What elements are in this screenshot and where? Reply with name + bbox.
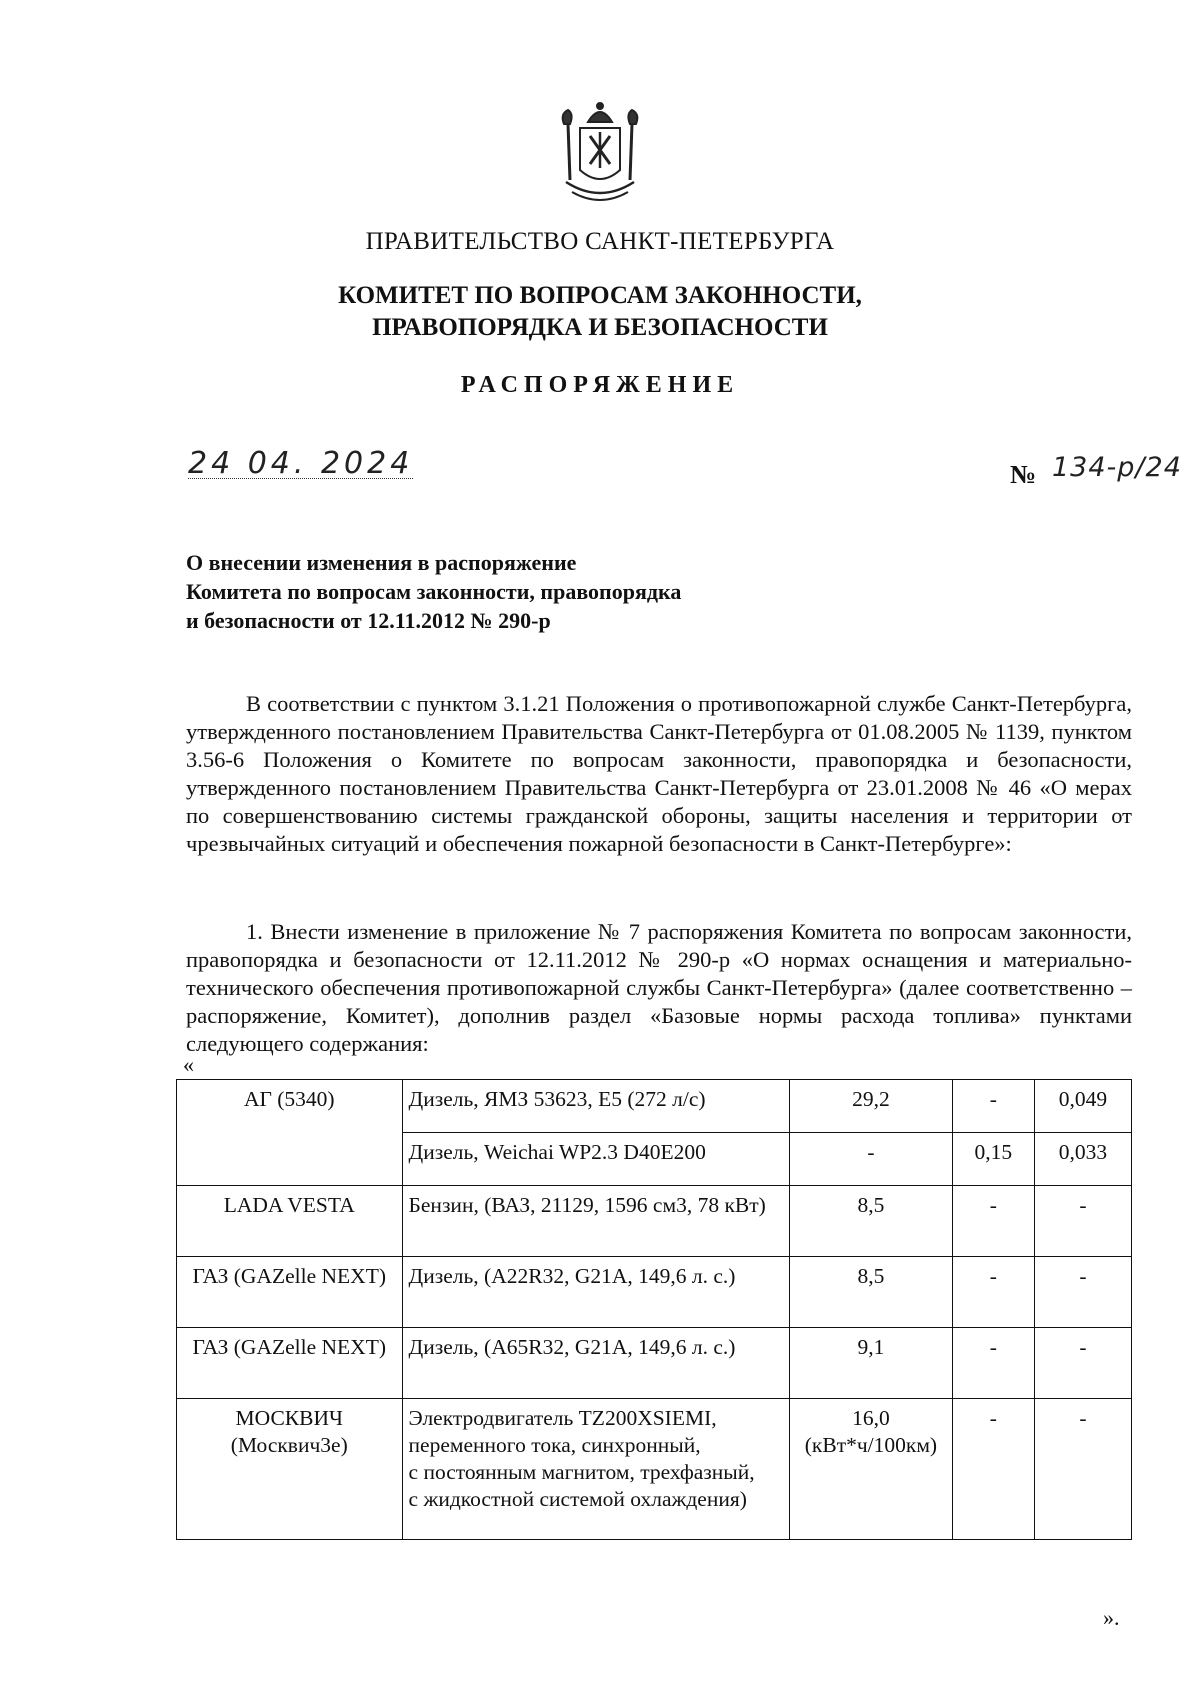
engine-line: Электродвигатель TZ200XSIEMI, (408, 1406, 717, 1430)
table-cell-value-3: 0,033 (1034, 1133, 1131, 1186)
value-line: 16,0 (852, 1406, 890, 1430)
table-cell-value-3: - (1034, 1186, 1131, 1257)
coat-of-arms-emblem (550, 100, 650, 210)
table-cell-value-1: 8,5 (790, 1186, 953, 1257)
table-cell-value-3: - (1034, 1399, 1131, 1540)
table-cell-engine: Дизель, ЯМЗ 53623, Е5 (272 л/с) (402, 1080, 790, 1133)
table-cell-model: ГАЗ (GAZelle NEXT) (177, 1328, 403, 1399)
table-cell-value-1: 9,1 (790, 1328, 953, 1399)
table-cell-value-1: 8,5 (790, 1257, 953, 1328)
table-cell-model: LADA VESTA (177, 1186, 403, 1257)
table-cell-value-3: - (1034, 1257, 1131, 1328)
table-cell-value-2: - (952, 1186, 1034, 1257)
table-cell-engine: Дизель, (А22R32, G21A, 149,6 л. с.) (402, 1257, 790, 1328)
fuel-norms-table (176, 1079, 1132, 1540)
subject-line-1: О внесении изменения в распоряжение (186, 550, 577, 575)
table-cell-value-2: - (952, 1257, 1034, 1328)
committee-title-line-1: КОМИТЕТ ПО ВОПРОСАМ ЗАКОННОСТИ, (338, 282, 862, 309)
handwritten-document-number: 134-р/24 (1052, 452, 1182, 483)
table-row (177, 1257, 1132, 1328)
table-cell-value-1: 29,2 (790, 1080, 953, 1133)
subject-line-2: Комитета по вопросам законности, правопорядка (186, 579, 682, 604)
table-row (177, 1328, 1132, 1399)
table-row (177, 1186, 1132, 1257)
document-type-title: РАСПОРЯЖЕНИЕ (460, 372, 740, 398)
engine-line: переменного тока, синхронный, (408, 1433, 701, 1457)
engine-line: с постоянным магнитом, трехфазный, (408, 1460, 755, 1484)
table-cell-engine: Дизель, Weichai WP2.3 D40E200 (402, 1133, 790, 1186)
table-cell-engine: Дизель, (А65R32, G21A, 149,6 л. с.) (402, 1328, 790, 1399)
table-cell-value-2: 0,15 (952, 1133, 1034, 1186)
table-cell-model: АГ (5340) (177, 1080, 403, 1186)
model-line: МОСКВИЧ (235, 1406, 343, 1430)
model-line: (Москвич3е) (230, 1433, 348, 1457)
opening-quote: « (183, 1052, 194, 1077)
table-row (177, 1399, 1132, 1540)
government-title: ПРАВИТЕЛЬСТВО САНКТ-ПЕТЕРБУРГА (365, 228, 835, 255)
document-subject (186, 548, 681, 635)
table-cell-model: ГАЗ (GAZelle NEXT) (177, 1257, 403, 1328)
item-1-paragraph: 1. Внести изменение в приложение № 7 распоряжения Комитета по вопросам законности, правопорядка и безопасности от 12.11.2012 № 290-р «О нормах оснащения и материально-технического обеспечения противопожарной службы Санкт-Петербурга» (далее соответственно – распоряжение, Комитет), дополнив раздел «Базовые нормы расхода топлива» пунктами следующего содержания: (186, 919, 1132, 1056)
engine-line: с жидкостной системой охлаждения) (408, 1487, 747, 1511)
subject-line-3: и безопасности от 12.11.2012 № 290-р (186, 608, 551, 633)
committee-title-line-2: ПРАВОПОРЯДКА И БЕЗОПАСНОСТИ (372, 314, 828, 341)
number-sign: № (1010, 460, 1037, 489)
table-cell-value-3: 0,049 (1034, 1080, 1131, 1133)
closing-quote: ». (1103, 1605, 1120, 1630)
preamble-paragraph: В соответствии с пунктом 3.1.21 Положения о противопожарной службе Санкт-Петербурга, утвержденного постановлением Правительства Санкт-Петербурга от 01.08.2005 № 1139, пунктом 3.56-6 Положения о Комитете по вопросам законности, правопорядка и безопасности, утвержденного постановлением Правительства Санкт-Петербурга от 23.01.2008 № 46 «О мерах по совершенствованию системы гражданской обороны, защиты населения и территории от чрезвычайных ситуаций и обеспечения пожарной безопасности в Санкт-Петербурге»: (186, 691, 1132, 856)
table-cell-engine (402, 1399, 790, 1540)
table-cell-engine: Бензин, (ВАЗ, 21129, 1596 см3, 78 кВт) (402, 1186, 790, 1257)
table-row (177, 1080, 1132, 1133)
table-cell-value-2: - (952, 1080, 1034, 1133)
table-cell-value-2: - (952, 1328, 1034, 1399)
committee-title (0, 280, 1200, 344)
table-cell-value-2: - (952, 1399, 1034, 1540)
table-cell-value-1 (790, 1399, 953, 1540)
handwritten-date: 24 04. 2024 (188, 446, 414, 481)
table-cell-value-3: - (1034, 1328, 1131, 1399)
table-cell-model (177, 1399, 403, 1540)
value-unit-line: (кВт*ч/100км) (804, 1433, 938, 1457)
table-cell-value-1: - (790, 1133, 953, 1186)
